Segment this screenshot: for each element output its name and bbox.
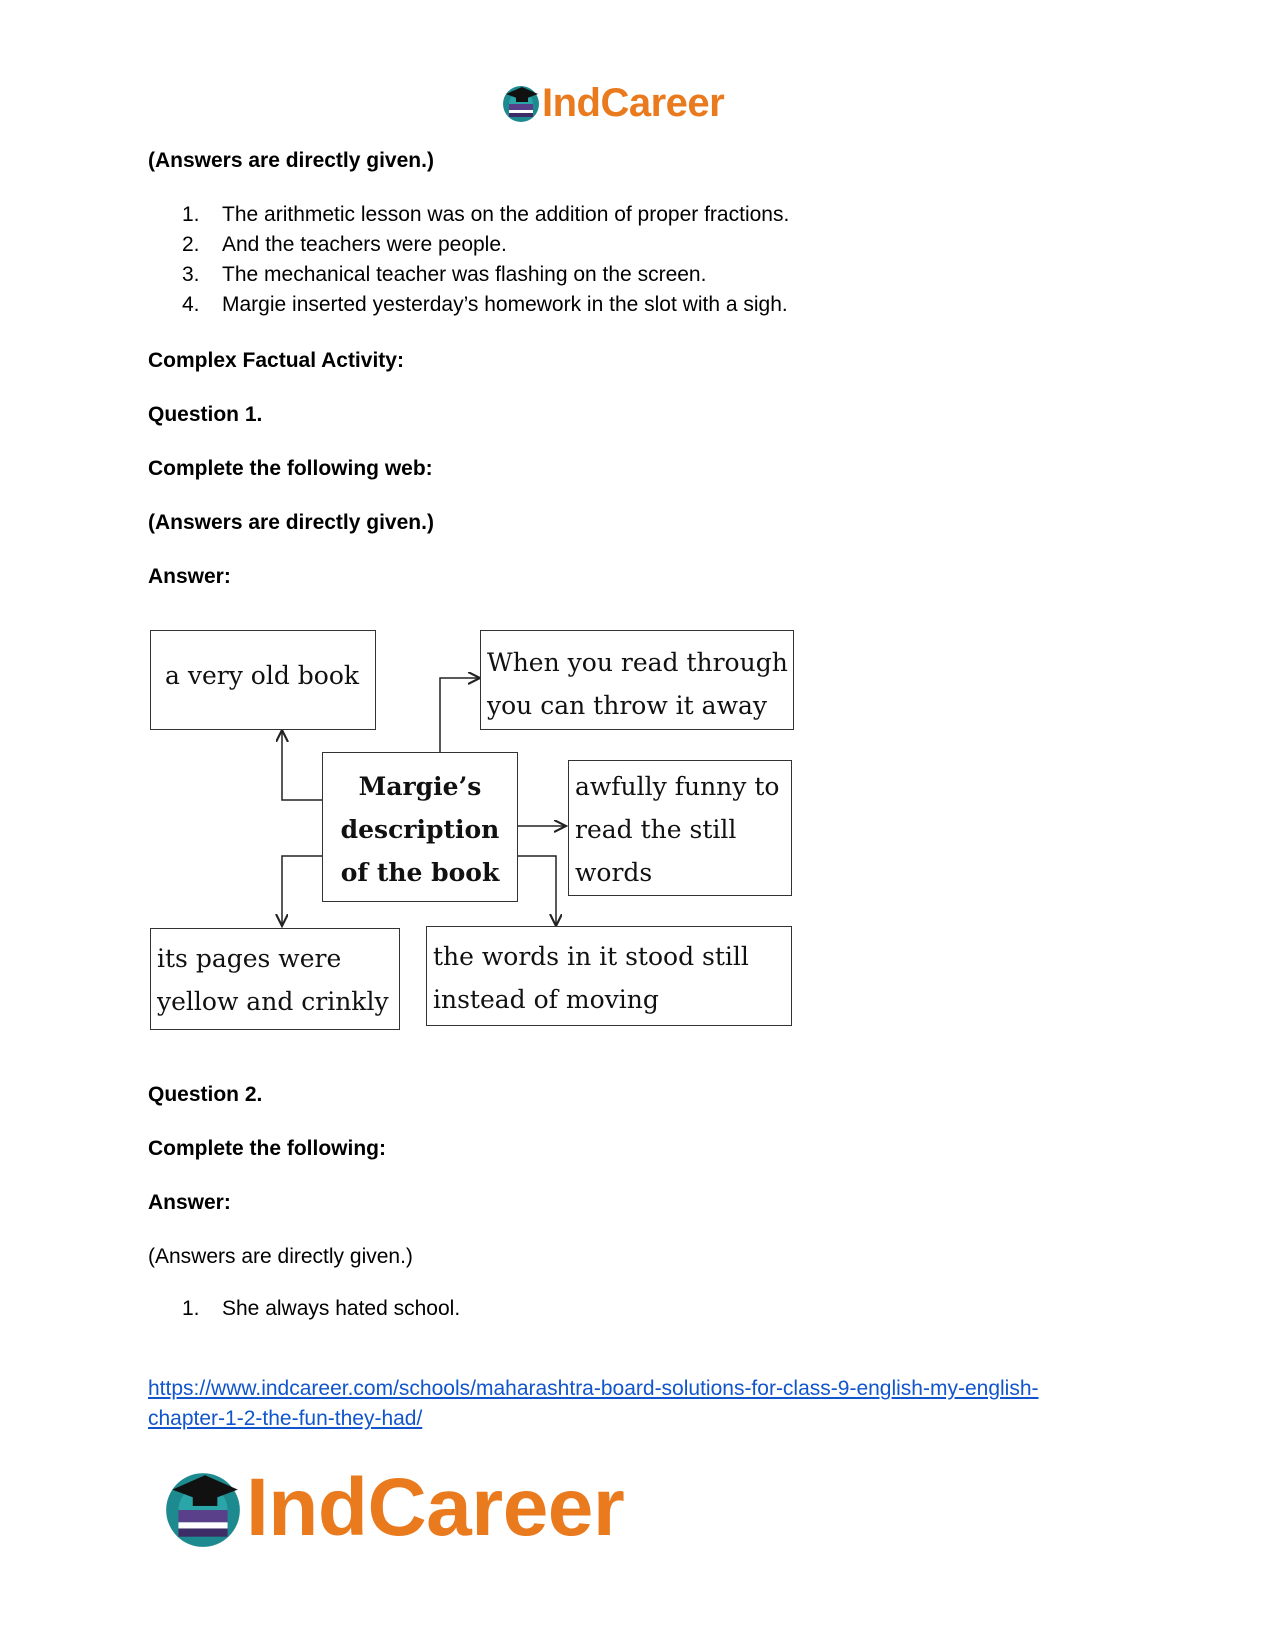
- web-node-top-left: a very old book: [150, 630, 376, 730]
- header-logo: [500, 78, 724, 128]
- question-2-instruction: Complete the following:: [148, 1137, 386, 1160]
- web-node-mid-right: awfully funny to read the still words: [568, 760, 792, 896]
- section-note: (Answers are directly given.): [148, 149, 434, 172]
- question-2-list: [182, 1294, 460, 1324]
- footer-logo: [160, 1462, 624, 1554]
- question-1-label: Question 1.: [148, 403, 263, 426]
- list-item: 4. Margie inserted yesterday’s homework in the slot with a sigh.: [182, 293, 788, 316]
- question-1-answer-label: Answer:: [148, 565, 231, 588]
- question-1-note: (Answers are directly given.): [148, 511, 434, 534]
- list-item: 1. The arithmetic lesson was on the addition of proper fractions.: [182, 203, 790, 226]
- source-link-line-1[interactable]: https://www.indcareer.com/schools/maharashtra-board-solutions-for-class-9-english-my-english-: [148, 1377, 1039, 1400]
- graduation-book-icon: [500, 82, 542, 124]
- logo-wordmark: IndCareer: [542, 81, 725, 125]
- question-2-label: Question 2.: [148, 1083, 263, 1106]
- source-link-line-2[interactable]: chapter-1-2-the-fun-they-had/: [148, 1407, 423, 1430]
- list-item: 1. She always hated school.: [182, 1297, 461, 1320]
- source-link[interactable]: [148, 1374, 1039, 1434]
- question-2-note: (Answers are directly given.): [148, 1245, 413, 1268]
- list-item: 2. And the teachers were people.: [182, 233, 507, 256]
- book-description-web: [150, 630, 830, 1050]
- web-center-node: Margie’s description of the book: [322, 752, 518, 902]
- logo-wordmark: IndCareer: [246, 1462, 625, 1553]
- graduation-book-icon: [160, 1465, 246, 1551]
- web-node-bottom-right: the words in it stood still instead of moving: [426, 926, 792, 1026]
- question-1-instruction: Complete the following web:: [148, 457, 433, 480]
- question-2-answer-label: Answer:: [148, 1191, 231, 1214]
- list-item: 3. The mechanical teacher was flashing on the screen.: [182, 263, 707, 286]
- answer-list: [182, 200, 789, 320]
- web-node-top-right: When you read through you can throw it away: [480, 630, 794, 730]
- complex-activity-heading: Complex Factual Activity:: [148, 349, 404, 372]
- web-node-bottom-left: its pages were yellow and crinkly: [150, 928, 400, 1030]
